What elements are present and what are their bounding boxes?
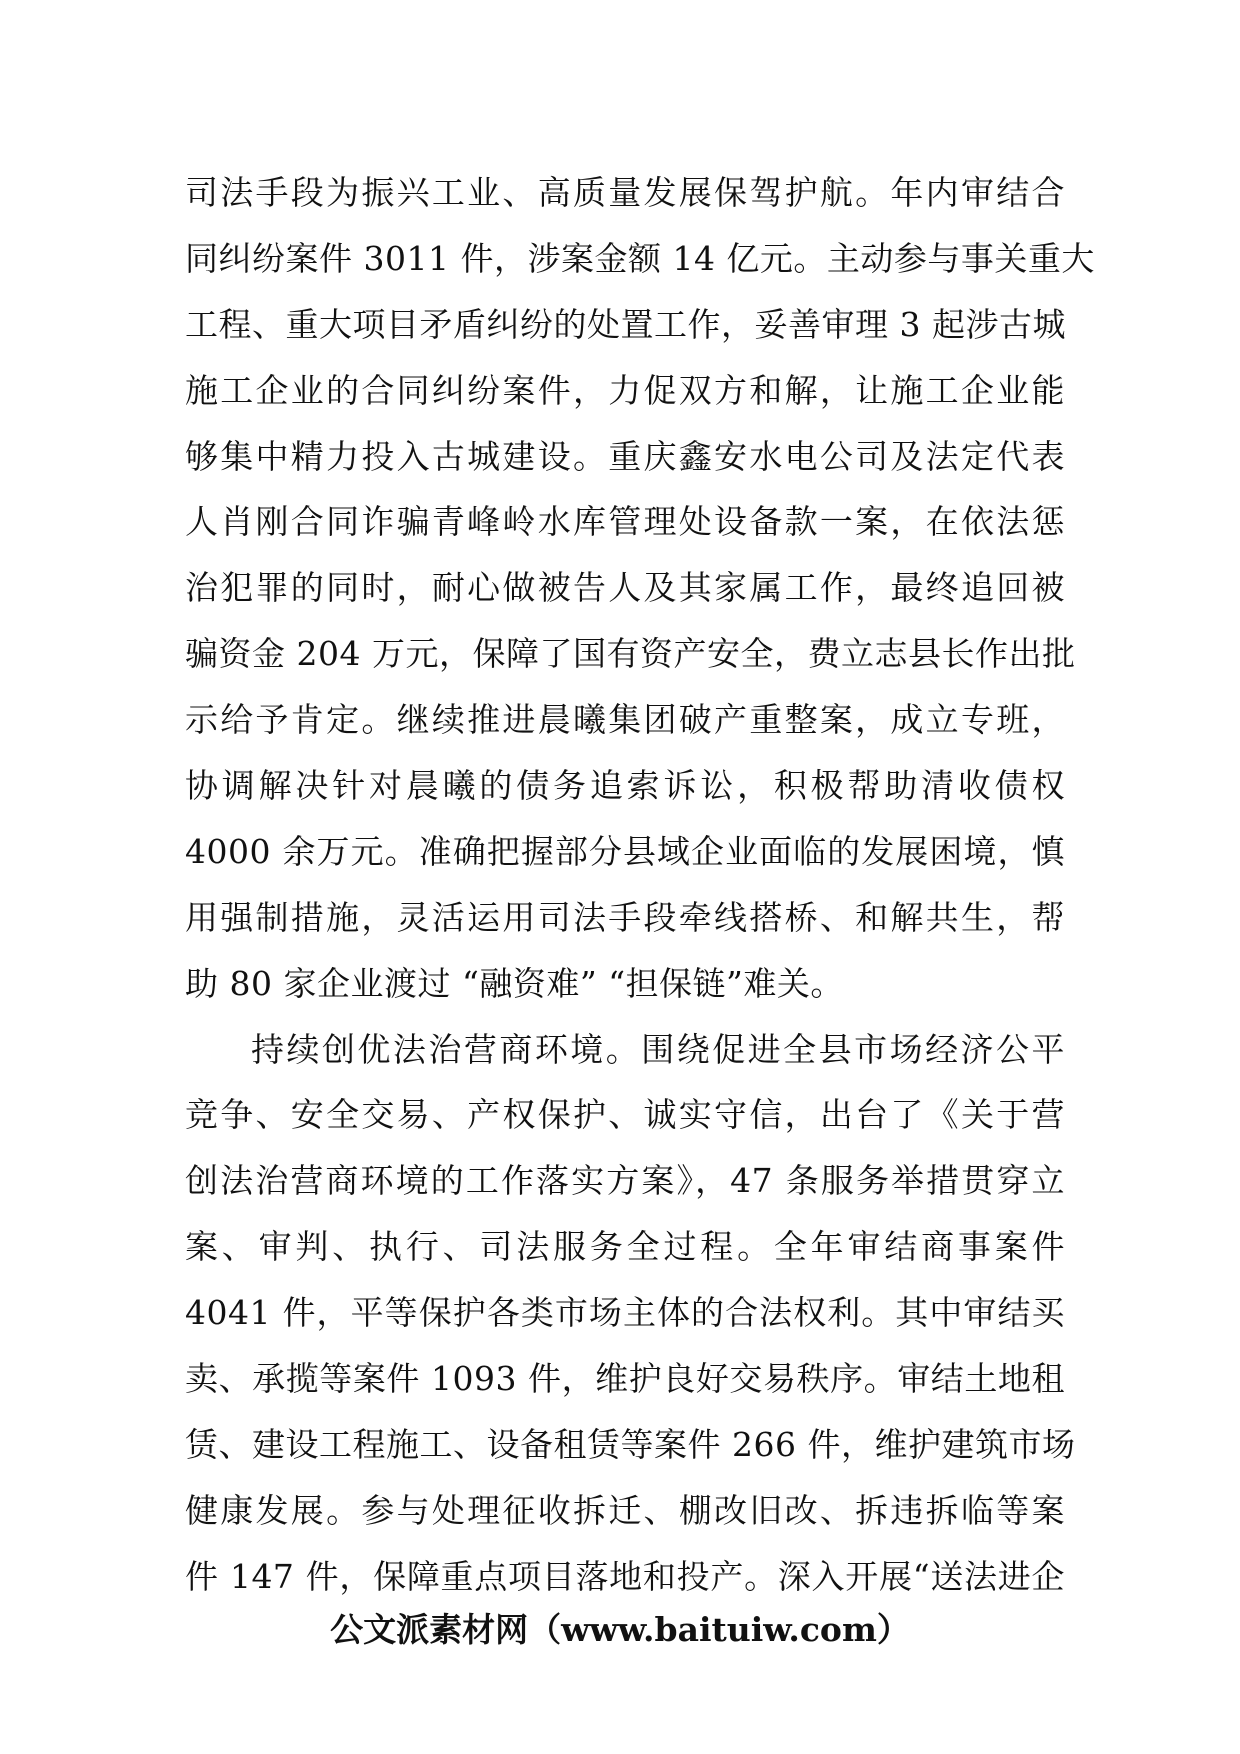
text-line: 司法手段为振兴工业、高质量发展保驾护航。年内审结合 — [185, 173, 1065, 212]
text-line: 够集中精力投入古城建设。重庆鑫安水电公司及法定代表 — [185, 436, 1065, 476]
text-line: 竞争、安全交易、产权保护、诚实守信，出台了《关于营 — [185, 1095, 1065, 1135]
text-line: 4000 余万元。准确把握部分县域企业面临的发展困境，慎 — [185, 831, 1065, 871]
paragraph-start-line: 持续创优法治营商环境。围绕促进全县市场经济公平 — [251, 1029, 1065, 1069]
text-line: 4041 件，平等保护各类市场主体的合法权利。其中审结买 — [185, 1293, 1065, 1333]
text-line: 创法治营商环境的工作落实方案》，47 条服务举措贯穿立 — [185, 1161, 1065, 1201]
text-line: 赁、建设工程施工、设备租赁等案件 266 件，维护建筑市场 — [185, 1424, 1076, 1464]
body-text — [185, 160, 1095, 1610]
text-line: 同纠纷案件 3011 件，涉案金额 14 亿元。主动参与事关重大 — [185, 238, 1095, 278]
text-line: 施工企业的合同纠纷案件，力促双方和解，让施工企业能 — [185, 370, 1065, 410]
text-line: 案、审判、执行、司法服务全过程。全年审结商事案件 — [185, 1227, 1065, 1267]
text-line: 示给予肯定。继续推进晨曦集团破产重整案，成立专班， — [185, 700, 1065, 740]
paragraph-end-line: 助 80 家企业渡过 “融资难” “担保链”难关。 — [185, 963, 844, 1003]
text-line: 件 147 件，保障重点项目落地和投产。深入开展“送法进企 — [185, 1556, 1065, 1596]
text-line: 治犯罪的同时，耐心做被告人及其家属工作，最终追回被 — [185, 568, 1065, 608]
text-line: 健康发展。参与处理征收拆迁、棚改旧改、拆违拆临等案 — [185, 1490, 1065, 1530]
text-line: 协调解决针对晨曦的债务追索诉讼，积极帮助清收债权 — [185, 766, 1065, 806]
page-footer: 公文派素材网（www.baituiw.com） — [330, 1610, 910, 1649]
text-line: 人肖刚合同诈骗青峰岭水库管理处设备款一案，在依法惩 — [185, 502, 1065, 542]
text-line: 用强制措施，灵活运用司法手段牵线搭桥、和解共生，帮 — [185, 897, 1065, 937]
text-line: 工程、重大项目矛盾纠纷的处置工作，妥善审理 3 起涉古城 — [185, 304, 1066, 344]
text-line: 骗资金 204 万元，保障了国有资产安全，费立志县长作出批 — [185, 634, 1076, 674]
text-line: 卖、承揽等案件 1093 件，维护良好交易秩序。审结土地租 — [185, 1359, 1065, 1399]
